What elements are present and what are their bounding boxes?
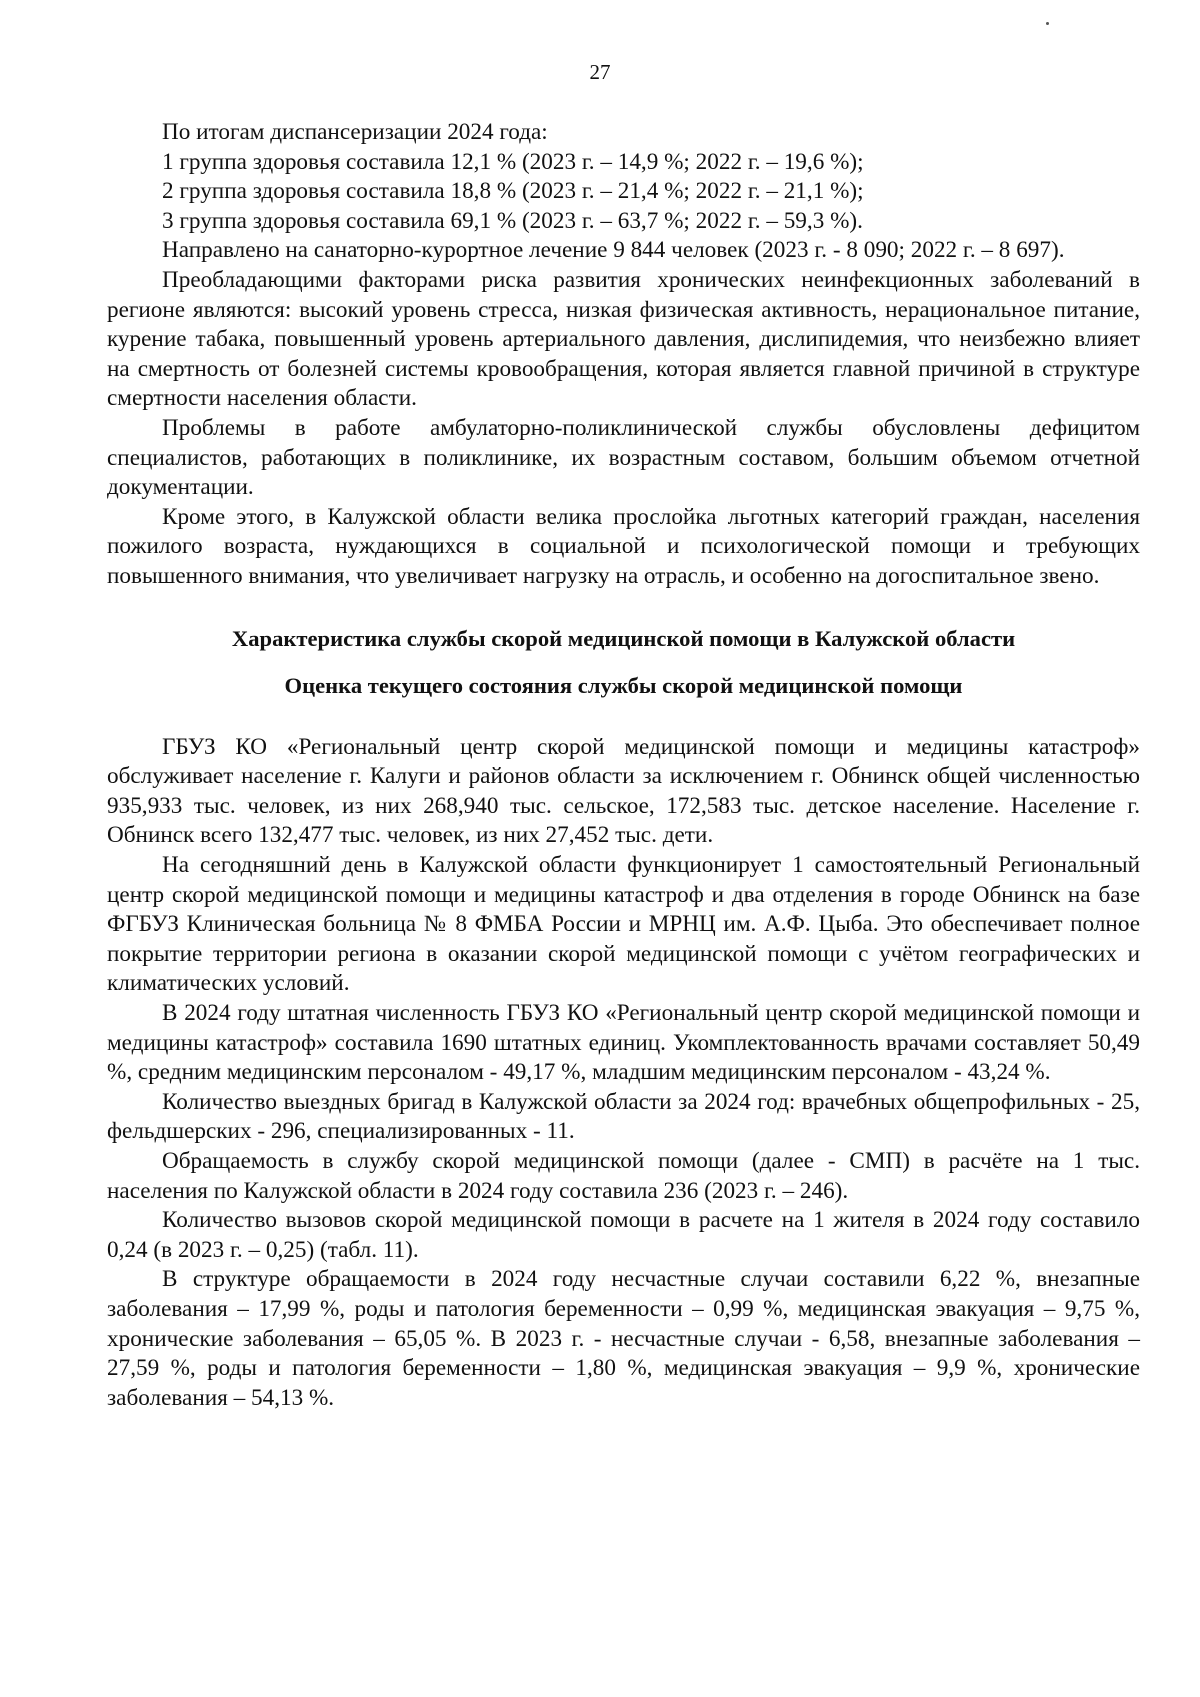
problems-paragraph: Проблемы в работе амбулаторно-поликлинической службы обусловлены дефицитом специалистов, работающих в поликлинике, их возрастным составом, большим объемом отчетной документации. — [107, 414, 1140, 501]
body-paragraph-population: ГБУЗ КО «Региональный центр скорой медицинской помощи и медицины катастроф» обслуживает население г. Калуги и районов области за исключением г. Обнинск общей численностью 935,933 тыс. человек, из них 268,940 тыс. сельское, 172,583 тыс. детское население. Население г. Обнинск всего 132,477 тыс. человек, из них 27,452 тыс. дети. — [107, 733, 1140, 849]
health-group-1: 1 группа здоровья составила 12,1 % (2023 г. – 14,9 %; 2022 г. – 19,6 %); — [162, 148, 864, 175]
screening-lead: По итогам диспансеризации 2024 года: — [162, 119, 548, 145]
subsection-heading: Оценка текущего состояния службы скорой медицинской помощи — [284, 673, 963, 699]
health-group-3: 3 группа здоровья составила 69,1 % (2023 г. – 63,7 %; 2022 г. – 59,3 %). — [162, 207, 863, 234]
page-number: 27 — [589, 60, 611, 84]
sanatorium-paragraph: Направлено на санаторно-курортное лечение 9 844 человек (2023 г. - 8 090; 2022 г. – 8 697). — [162, 237, 1065, 264]
body-paragraph-brigades: Количество выездных бригад в Калужской области за 2024 год: врачебных общепрофильных - 25, фельдшерских - 296, специализированных - 11. — [107, 1088, 1140, 1145]
body-paragraph-calls: Количество вызовов скорой медицинской помощи в расчете на 1 жителя в 2024 году составило 0,24 (в 2023 г. – 0,25) (табл. 11). — [107, 1207, 1140, 1263]
section-heading: Характеристика службы скорой медицинской помощи в Калужской области — [231, 625, 1016, 651]
beneficiaries-paragraph: Кроме этого, в Калужской области велика прослойка льготных категорий граждан, населения пожилого возраста, нуждающихся в социальной и психологической помощи и требующих повышенного внимания, что увеличивает нагрузку на отрасль, и особенно на догоспитальное звено. — [107, 503, 1140, 589]
body-paragraph-structure: В структуре обращаемости в 2024 году несчастные случаи составили 6,22 %, внезапные заболевания – 17,99 %, роды и патология беременности – 0,99 %, медицинская эвакуация – 9,75 %, хронические заболевания – 65,05 %. В 2023 г. - несчастные случаи - 6,58, внезапные заболевания – 27,59 %, роды и патология беременности – 1,80 %, медицинская эвакуация – 9,9 %, хронические заболевания – 54,13 %. — [107, 1266, 1140, 1411]
risk-factors-paragraph: Преобладающими факторами риска развития хронических неинфекционных заболеваний в регионе являются: высокий уровень стресса, низкая физическая активность, нерациональное питание, курение табака, повышенный уровень артериального давления, дислипидемия, что неизбежно влияет на смертность от болезней системы кровообращения, которая является главной причиной в структуре смертности населения области. — [107, 266, 1140, 412]
body-paragraph-appeal-rate: Обращаемость в службу скорой медицинской помощи (далее - СМП) в расчёте на 1 тыс. населения по Калужской области в 2024 году составила 236 (2023 г. – 246). — [107, 1148, 1140, 1204]
scan-speck — [1046, 22, 1049, 25]
page-content — [107, 118, 1140, 1413]
body-paragraph-staffing: В 2024 году штатная численность ГБУЗ КО «Региональный центр скорой медицинской помощи и медицины катастроф» составила 1690 штатных единиц. Укомплектованность врачами составляет 50,49 %, средним медицинским персоналом - 49,17 %, младшим медицинским персоналом - 43,24 %. — [107, 1000, 1140, 1086]
health-group-2: 2 группа здоровья составила 18,8 % (2023 г. – 21,4 %; 2022 г. – 21,1 %); — [162, 178, 864, 205]
body-paragraph-centers: На сегодняшний день в Калужской области функционирует 1 самостоятельный Региональный центр скорой медицинской помощи и медицины катастроф и два отделения в городе Обнинск на базе ФГБУЗ Клиническая больница № 8 ФМБА России и МРНЦ им. А.Ф. Цыба. Это обеспечивает полное покрытие территории региона в оказании скорой медицинской помощи с учётом географических и климатических условий. — [107, 852, 1140, 997]
